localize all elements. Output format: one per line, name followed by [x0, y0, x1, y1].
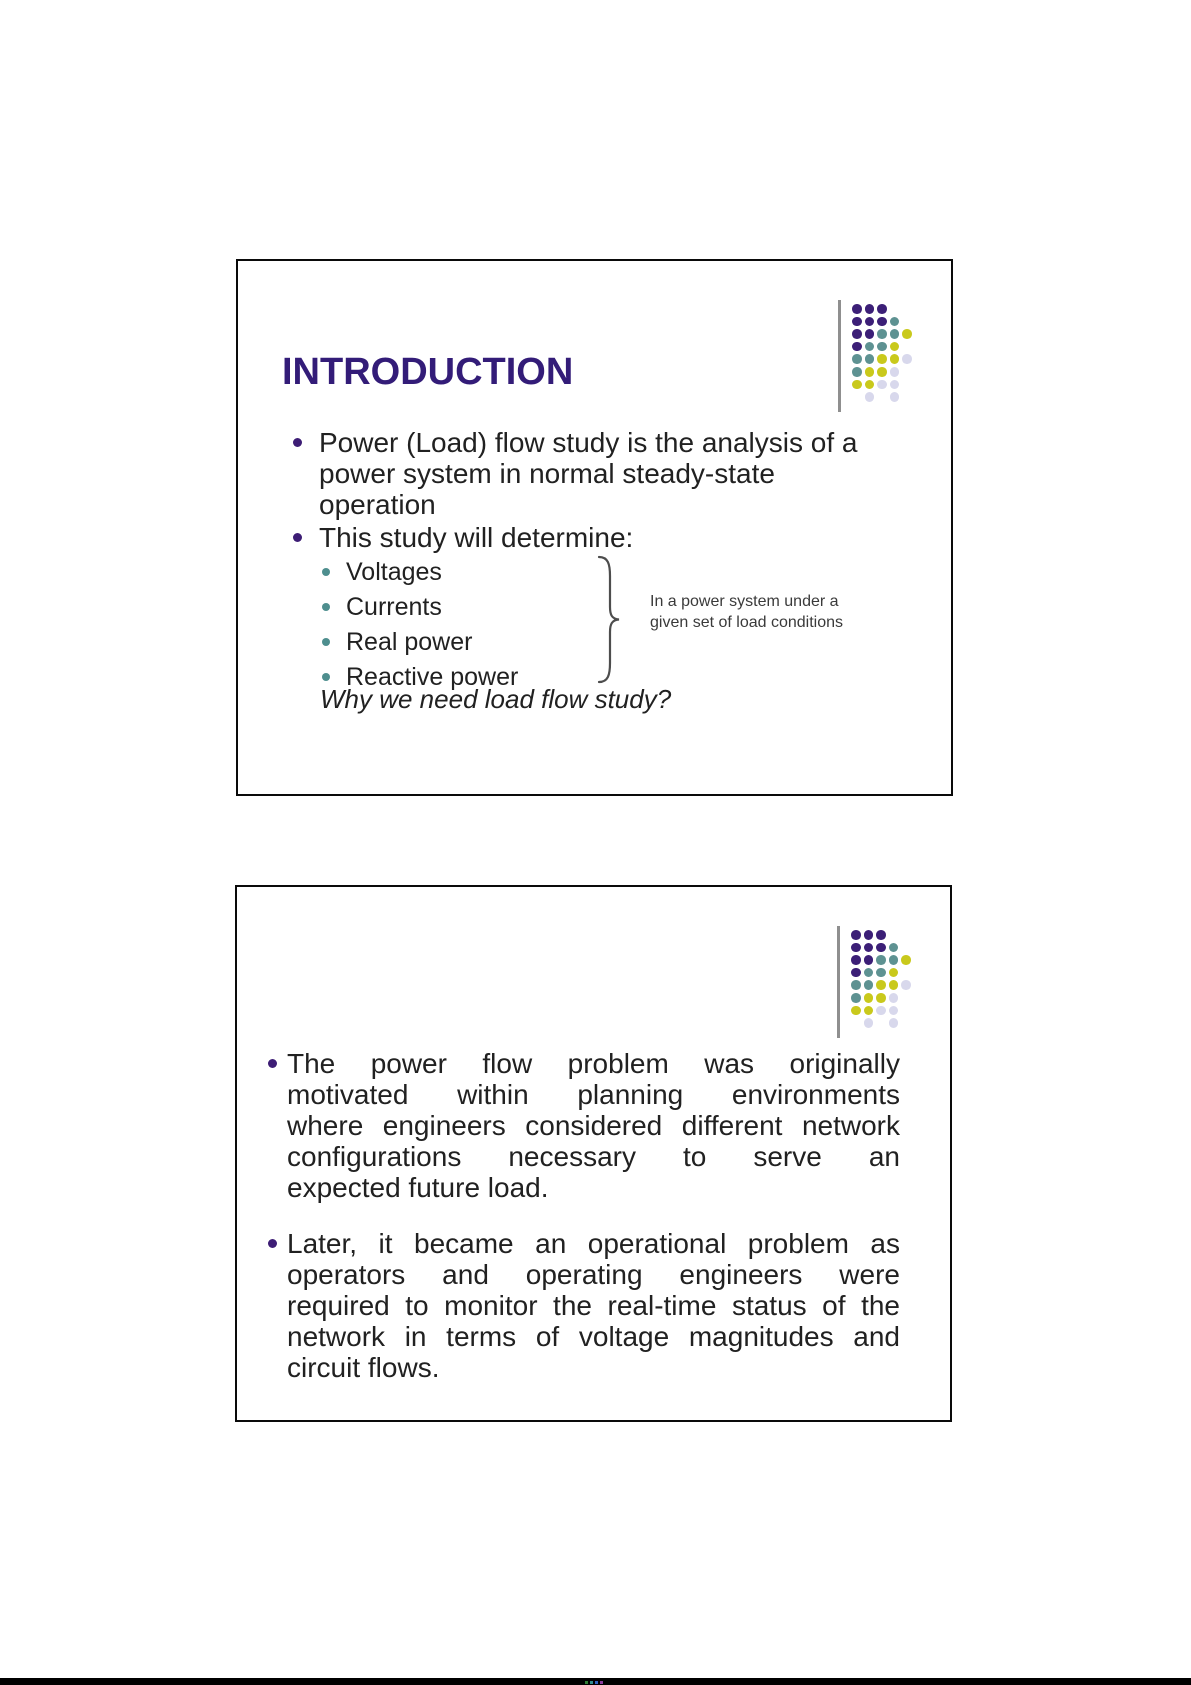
deco-dot	[889, 955, 899, 965]
bullet-item	[293, 427, 857, 520]
paragraph-line: operators and operating engineers were	[287, 1259, 900, 1290]
deco-dot	[890, 317, 900, 327]
deco-dot	[852, 329, 862, 339]
deco-dot	[890, 380, 900, 390]
bullet-dot	[293, 533, 302, 542]
deco-dot	[889, 1006, 899, 1016]
deco-dot	[877, 380, 887, 390]
deco-dot	[852, 367, 862, 377]
bullet-item	[263, 1228, 909, 1383]
deco-dot	[865, 317, 875, 327]
deco-dot	[864, 1018, 874, 1028]
corner-decoration	[836, 300, 948, 418]
sub-bullet-dot	[322, 673, 330, 681]
deco-dot	[890, 329, 900, 339]
annotation-line: given set of load conditions	[650, 614, 844, 631]
sub-bullet-item	[322, 628, 518, 663]
sub-bullet-text: Real power	[346, 628, 473, 656]
slide-1	[236, 259, 953, 796]
deco-dot	[864, 1006, 874, 1016]
sub-bullet-text: Reactive power	[346, 663, 519, 691]
sub-bullet-dot	[322, 603, 330, 611]
sub-bullet-list	[322, 558, 518, 698]
deco-dot	[852, 354, 862, 364]
deco-dot	[865, 392, 875, 402]
deco-dot	[851, 980, 861, 990]
deco-dot	[852, 317, 862, 327]
deco-dot	[865, 380, 875, 390]
deco-dot	[876, 930, 886, 940]
deco-dot	[852, 380, 862, 390]
deco-dot	[889, 993, 899, 1003]
deco-dot	[877, 367, 887, 377]
deco-dot	[890, 342, 900, 352]
sub-bullet-dot	[322, 568, 330, 576]
paragraph-line: Later, it became an operational problem as	[287, 1228, 900, 1259]
bullet-text-line: operation	[319, 489, 436, 520]
deco-dot	[864, 968, 874, 978]
bullet-text-line: power system in normal steady-state	[319, 458, 775, 489]
deco-dot	[889, 980, 899, 990]
paragraph-line: network in terms of voltage magnitudes and	[287, 1321, 900, 1352]
deco-dot	[889, 943, 899, 953]
deco-dot	[864, 930, 874, 940]
deco-dot	[876, 955, 886, 965]
deco-dot	[864, 943, 874, 953]
deco-dot	[852, 342, 862, 352]
deco-dot	[876, 943, 886, 953]
deco-dot	[876, 993, 886, 1003]
corner-decoration	[835, 926, 947, 1044]
deco-dot	[864, 980, 874, 990]
dot-pattern	[835, 926, 947, 1044]
deco-dot	[865, 354, 875, 364]
deco-dot	[876, 968, 886, 978]
deco-dot	[851, 1006, 861, 1016]
dot-pattern	[836, 300, 948, 418]
paragraph-line: configurations necessary to serve an	[287, 1141, 900, 1172]
deco-dot	[865, 304, 875, 314]
paragraph-line: The power flow problem was originally	[287, 1048, 900, 1079]
deco-dot	[901, 980, 911, 990]
deco-dot	[889, 968, 899, 978]
brace-annotation	[650, 591, 843, 633]
deco-dot	[877, 342, 887, 352]
slide-2	[235, 885, 952, 1422]
deco-dot	[877, 317, 887, 327]
deco-dot	[890, 354, 900, 364]
deco-dot	[890, 367, 900, 377]
deco-dot	[865, 342, 875, 352]
footer-mark	[595, 1681, 598, 1684]
bullet-dot	[268, 1059, 277, 1068]
annotation-line: In a power system under a	[650, 593, 839, 610]
sub-bullet-dot	[322, 638, 330, 646]
sub-bullet-item	[322, 558, 518, 593]
footer-mark	[590, 1681, 593, 1684]
bullet-item	[263, 1048, 909, 1203]
paragraph-line: motivated within planning environments	[287, 1079, 900, 1110]
deco-dot	[851, 993, 861, 1003]
deco-dot	[851, 930, 861, 940]
bullet-dot	[268, 1239, 277, 1248]
question-text: Why we need load flow study?	[320, 684, 672, 714]
paragraph-line: required to monitor the real-time status of the	[287, 1290, 900, 1321]
slide-title: INTRODUCTION	[282, 351, 574, 393]
paragraph-line: where engineers considered different network	[287, 1110, 900, 1141]
bullet-dot	[293, 438, 302, 447]
deco-dot	[864, 955, 874, 965]
bullet-text-line: Power (Load) flow study is the analysis of a	[319, 427, 858, 458]
deco-dot	[851, 943, 861, 953]
deco-dot	[901, 955, 911, 965]
deco-dot	[864, 993, 874, 1003]
deco-dot	[851, 955, 861, 965]
deco-dot	[851, 968, 861, 978]
bullet-item	[293, 522, 633, 553]
footer-mark	[585, 1681, 588, 1684]
deco-dot	[877, 354, 887, 364]
deco-dot	[902, 354, 912, 364]
deco-dot	[852, 304, 862, 314]
footer-mark	[600, 1681, 603, 1684]
deco-dot	[902, 329, 912, 339]
deco-dot	[877, 329, 887, 339]
curly-brace	[595, 554, 621, 685]
sub-bullet-item	[322, 593, 518, 628]
sub-bullet-text: Currents	[346, 593, 442, 621]
deco-dot	[890, 392, 900, 402]
deco-dot	[876, 1006, 886, 1016]
deco-dot	[865, 329, 875, 339]
deco-dot	[877, 304, 887, 314]
paragraph-line: circuit flows.	[287, 1352, 440, 1383]
deco-dot	[889, 1018, 899, 1028]
deco-dot	[865, 367, 875, 377]
deco-dot	[876, 980, 886, 990]
bullet-text-line: This study will determine:	[319, 522, 634, 553]
sub-bullet-text: Voltages	[346, 558, 442, 586]
paragraph-line: expected future load.	[287, 1172, 549, 1203]
